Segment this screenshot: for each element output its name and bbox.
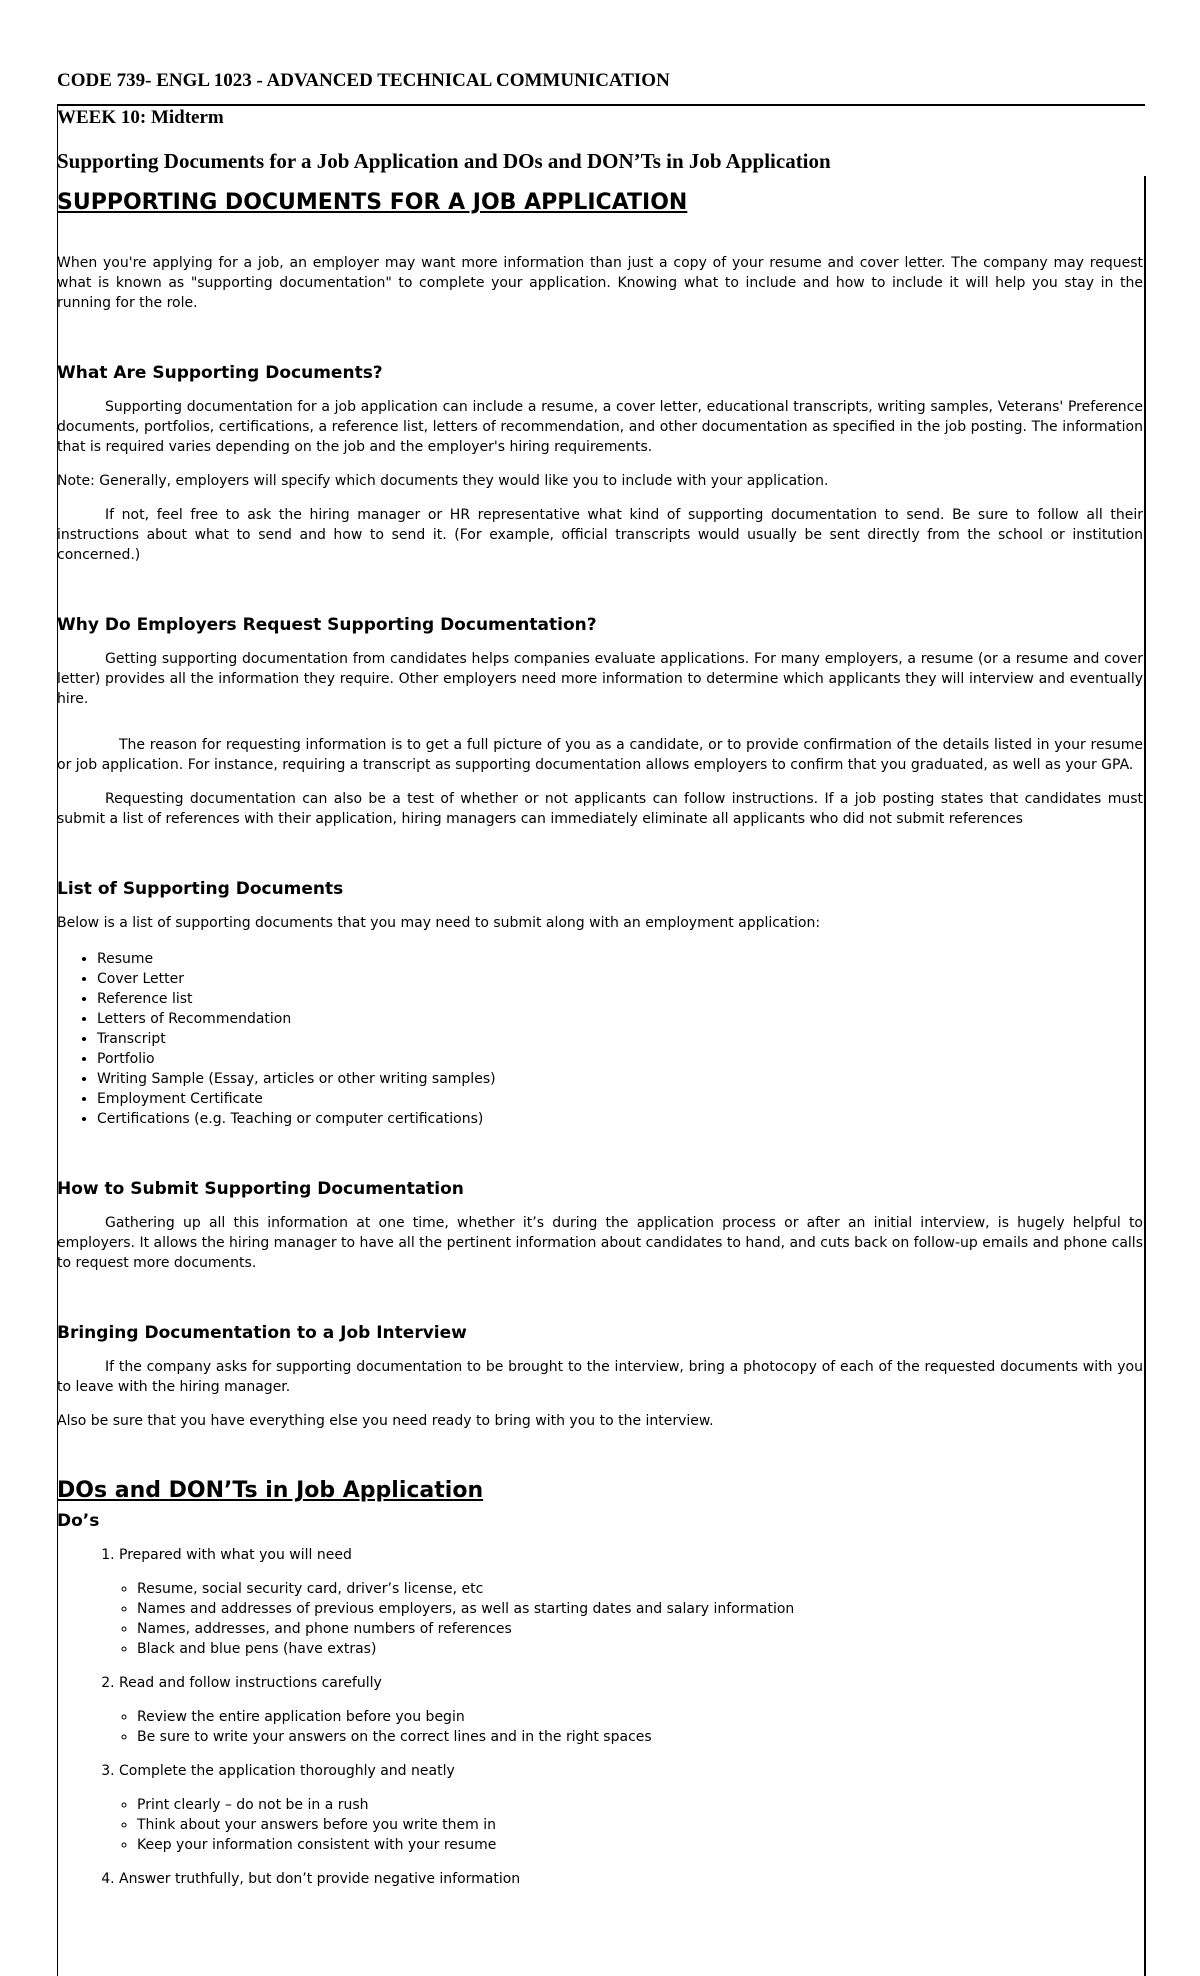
dos-item: [119, 1761, 1143, 1869]
list-heading: List of Supporting Documents: [57, 879, 344, 899]
document-body: [57, 190, 1143, 1889]
dos-subitem: ◦ Resume, social security card, driver’s license, etc: [137, 1579, 1143, 1599]
why-paragraph-1: Getting supporting documentation from candidates helps companies evaluate applications. For many employers, a resume (or a resume and cover letter) provides all the information they require. Other employers need more information to determine which applicants they will interview and eventually hire.: [57, 651, 1143, 707]
why-paragraph-2: The reason for requesting information is to get a full picture of you as a candidate, or to provide confirmation of the details listed in your resume or job application. For instance, requiring a transcript as supporting documentation allows employers to confirm that you graduated, as well as your GPA.: [57, 737, 1143, 773]
week-label: WEEK 10: Midterm: [57, 107, 224, 128]
bringing-heading: Bringing Documentation to a Job Interview: [57, 1323, 467, 1343]
list-item: • Reference list: [97, 989, 1143, 1009]
document-title: Supporting Documents for a Job Application and DOs and DON’Ts in Job Application: [57, 149, 831, 173]
list-item: • Writing Sample (Essay, articles or other writing samples): [97, 1069, 1143, 1089]
list-item: • Portfolio: [97, 1049, 1143, 1069]
dos-sublist: [119, 1707, 1143, 1747]
dos-item: [119, 1869, 1143, 1889]
list-item: • Transcript: [97, 1029, 1143, 1049]
why-heading: Why Do Employers Request Supporting Documentation?: [57, 615, 597, 635]
header-rule: [57, 104, 1145, 106]
list-item: • Employment Certificate: [97, 1089, 1143, 1109]
list-intro: Below is a list of supporting documents that you may need to submit along with an employment application:: [57, 915, 821, 931]
dos-sublist: [119, 1795, 1143, 1855]
what-heading: What Are Supporting Documents?: [57, 363, 383, 383]
dos-subitem: ◦ Black and blue pens (have extras): [137, 1639, 1143, 1659]
dos-item-label: Read and follow instructions carefully: [119, 1675, 382, 1691]
dos-subitem: ◦ Names, addresses, and phone numbers of references: [137, 1619, 1143, 1639]
course-code: CODE 739- ENGL 1023 - ADVANCED TECHNICAL COMMUNICATION: [57, 70, 670, 91]
bringing-paragraph-1: If the company asks for supporting documentation to be brought to the interview, bring a photocopy of each of the requested documents with you to leave with the hiring manager.: [57, 1359, 1143, 1395]
dos-heading: Do’s: [57, 1511, 100, 1531]
dos-subitem: ◦ Be sure to write your answers on the correct lines and in the right spaces: [137, 1727, 1143, 1747]
dos-sublist: [119, 1579, 1143, 1659]
how-heading: How to Submit Supporting Documentation: [57, 1179, 464, 1199]
supporting-documents-list: [57, 949, 1143, 1129]
dos-item: [119, 1545, 1143, 1673]
what-paragraph-2: If not, feel free to ask the hiring manager or HR representative what kind of supporting documentation to send. Be sure to follow all their instructions about what to send and how to send it. (For example, official transcripts would usually be sent directly from the school or institution concerned.): [57, 507, 1143, 563]
list-item: • Resume: [97, 949, 1143, 969]
what-note: Note: Generally, employers will specify which documents they would like you to include with your application.: [57, 473, 829, 489]
dos-subitem: ◦ Names and addresses of previous employers, as well as starting dates and salary information: [137, 1599, 1143, 1619]
dos-item: [119, 1673, 1143, 1761]
dos-subitem: ◦ Print clearly – do not be in a rush: [137, 1795, 1143, 1815]
list-item: • Cover Letter: [97, 969, 1143, 989]
what-paragraph-1: Supporting documentation for a job application can include a resume, a cover letter, educational transcripts, writing samples, Veterans' Preference documents, portfolios, certifications, a reference list, letters of recommendation, and other documentation as specified in the job posting. The information that is required varies depending on the job and the employer's hiring requirements.: [57, 399, 1143, 455]
right-border: [1144, 176, 1146, 1976]
dos-item-label: Prepared with what you will need: [119, 1547, 352, 1563]
dos-subitem: ◦ Keep your information consistent with your resume: [137, 1835, 1143, 1855]
dos-subitem: ◦ Review the entire application before you begin: [137, 1707, 1143, 1727]
supporting-heading: SUPPORTING DOCUMENTS FOR A JOB APPLICATION: [57, 190, 688, 215]
list-item: • Letters of Recommendation: [97, 1009, 1143, 1029]
dos-list: [57, 1545, 1143, 1889]
how-paragraph: Gathering up all this information at one time, whether it’s during the application process or after an initial interview, is hugely helpful to employers. It allows the hiring manager to have all the pertinent information about candidates to hand, and cuts back on follow-up emails and phone calls to request more documents.: [57, 1215, 1143, 1271]
dos-donts-heading: DOs and DON’Ts in Job Application: [57, 1478, 484, 1503]
dos-item-label: Answer truthfully, but don’t provide negative information: [119, 1871, 521, 1887]
dos-item-label: Complete the application thoroughly and neatly: [119, 1763, 455, 1779]
why-paragraph-3: Requesting documentation can also be a test of whether or not applicants can follow instructions. If a job posting states that candidates must submit a list of references with their application, hiring managers can immediately eliminate all applicants who did not submit references: [57, 791, 1143, 827]
bringing-paragraph-2: Also be sure that you have everything else you need ready to bring with you to the interview.: [57, 1413, 714, 1429]
list-item: • Certifications (e.g. Teaching or computer certifications): [97, 1109, 1143, 1129]
dos-subitem: ◦ Think about your answers before you write them in: [137, 1815, 1143, 1835]
intro-paragraph: When you're applying for a job, an employer may want more information than just a copy of your resume and cover letter. The company may request what is known as "supporting documentation" to complete your application. Knowing what to include and how to include it will help you stay in the running for the role.: [57, 255, 1143, 311]
